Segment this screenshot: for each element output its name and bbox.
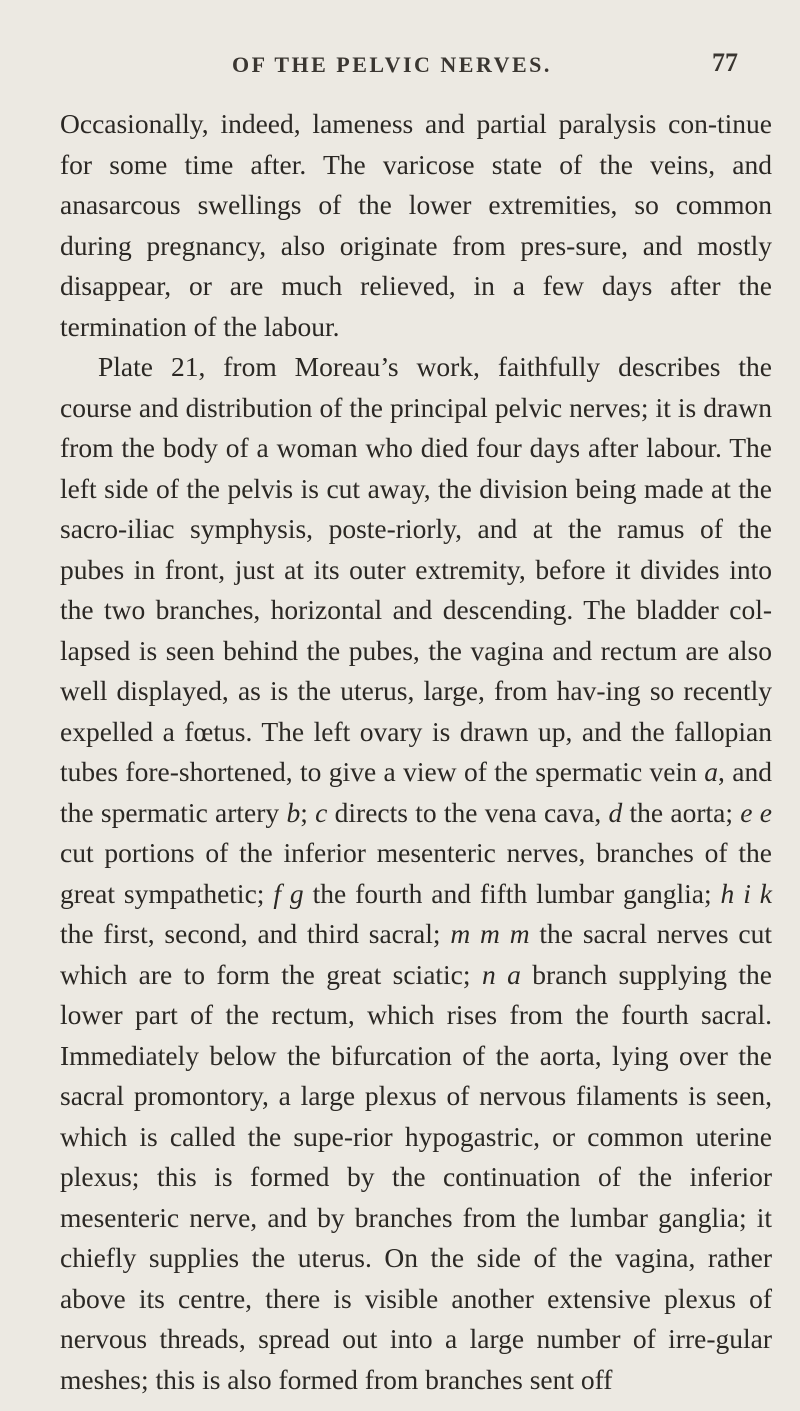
- text-run: branch supplying the lower part of the rectum, which rises from the fourth sacral. Immediately below the bifurcation of the aorta, lying over the sacral promontory, a large plexus of nervous filaments is seen, which is called the supe-rior hypogastric, or common uterine plexus; this is formed by the continuation of the inferior mesenteric nerve, and by branches from the lumbar ganglia; it chiefly supplies the uterus. On the side of the vagina, rather above its centre, there is visible another extensive plexus of nervous threads, spread out into a large number of irre-gular meshes; this is also formed from branches sent off: [60, 958, 773, 1395]
- paragraph-lameness: [60, 104, 772, 347]
- text-run: Occasionally, indeed, lameness and partial paralysis con-tinue for some time after. The varicose state of the veins, and anasarcous swellings of the lower extremities, so common during pregnancy, also originate from pres-sure, and mostly disappear, or are much relieved, in a few days after the termination of the labour.: [60, 108, 772, 342]
- figure-reference-letter: d: [608, 796, 623, 828]
- body-text: [60, 104, 772, 1400]
- text-run: ;: [300, 796, 316, 828]
- text-run: , and the spermatic artery: [60, 756, 772, 828]
- paragraph-plate-21: [60, 347, 772, 1400]
- running-head: OF THE PELVIC NERVES.: [232, 52, 552, 77]
- text-run: the sacral nerves cut which are to form the great sciatic;: [60, 918, 772, 990]
- figure-reference-letter: f g: [273, 877, 304, 909]
- text-run: cut portions of the inferior mesenteric nerves, branches of the great sympathetic;: [60, 837, 772, 909]
- text-run: Plate 21, from Moreau’s work, faithfully describes the course and distribution of the principal pelvic nerves; it is drawn from the body of a woman who died four days after labour. The left side of the pelvis is cut away, the division being made at the sacro-iliac symphysis, poste-riorly, and at the ramus of the pubes in front, just at its outer extremity, before it divides into the two branches, horizontal and descending. The bladder col-lapsed is seen behind the pubes, the vagina and rectum are also well displayed, as is the uterus, large, from hav-ing so recently expelled a fœtus. The left ovary is drawn up, and the fallopian tubes fore-shortened, to give a view of the spermatic vein: [60, 351, 772, 787]
- figure-reference-letter: b: [286, 796, 301, 828]
- page-number: 77: [712, 48, 738, 77]
- text-run: the fourth and fifth lumbar ganglia;: [303, 877, 721, 909]
- figure-reference-letter: c: [315, 796, 328, 828]
- figure-reference-letter: a: [704, 756, 719, 787]
- text-run: the first, second, and third sacral;: [60, 918, 451, 949]
- figure-reference-letter: m m m: [450, 918, 530, 949]
- text-run: directs to the vena cava,: [327, 796, 609, 828]
- figure-reference-letter: n a: [481, 958, 521, 990]
- figure-reference-letter: e e: [740, 796, 772, 828]
- page-header: [0, 48, 800, 92]
- figure-reference-letter: h i k: [720, 877, 772, 909]
- text-run: the aorta;: [622, 796, 741, 828]
